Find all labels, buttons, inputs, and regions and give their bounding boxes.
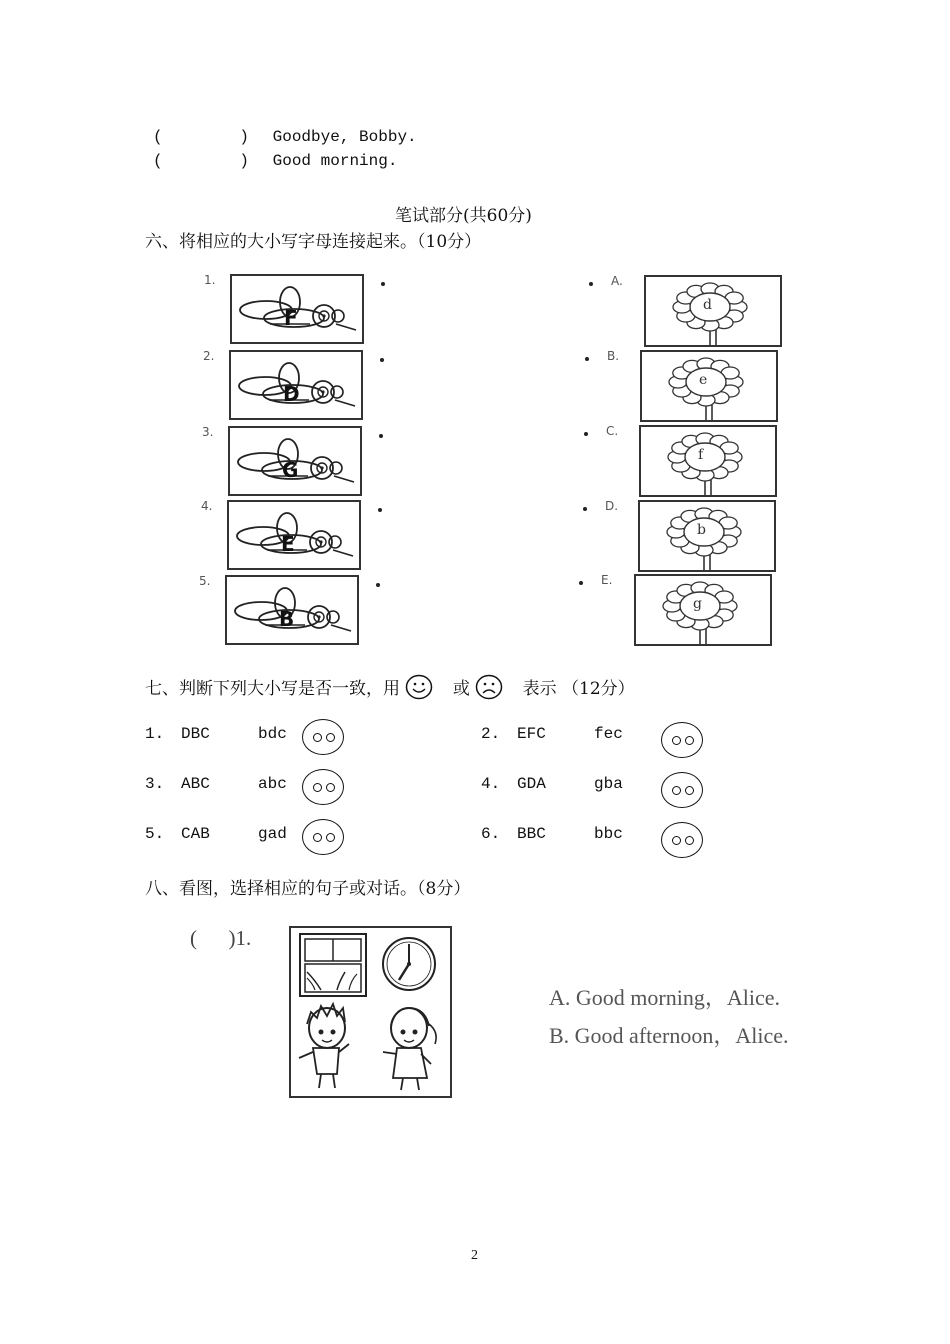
section-6-title: 六、将相应的大小写字母连接起来。（10分） <box>145 232 482 252</box>
connect-dot-right[interactable] <box>585 357 589 361</box>
bee-item-number: 2. <box>203 349 215 363</box>
written-section-heading: 笔试部分(共60分) <box>395 206 532 226</box>
window-clock-kids-illustration <box>291 928 450 1096</box>
answer-face-blank-icon[interactable] <box>661 772 703 808</box>
bee-item-number: 1. <box>204 273 216 287</box>
uppercase-letters: EFC <box>517 725 546 743</box>
bee-capital-letter: D <box>283 382 300 406</box>
uppercase-letters: DBC <box>181 725 210 743</box>
item-number: 1. <box>145 725 165 743</box>
flower-lowercase-letter: g <box>693 596 702 612</box>
flower-lowercase-letter: d <box>703 297 712 313</box>
lowercase-letters: abc <box>258 775 287 793</box>
listening-item-2 <box>153 152 397 170</box>
uppercase-letters: CAB <box>181 825 210 843</box>
flower-lowercase-letter: b <box>697 522 706 538</box>
option-a: A. Good morning，Alice. <box>549 985 780 1010</box>
bee-capital-letter: B <box>279 607 295 631</box>
title-part: 表示 （12分） <box>522 679 635 699</box>
flower-card <box>634 574 772 646</box>
answer-paren: ( ) <box>153 152 250 170</box>
bee-item-number: 5. <box>199 574 211 588</box>
lowercase-letters: fec <box>594 725 623 743</box>
connect-dot-left[interactable] <box>379 434 383 438</box>
page-number: 2 <box>471 1248 478 1263</box>
flower-lowercase-letter: f <box>698 447 704 463</box>
listening-item-1 <box>153 128 417 146</box>
flower-option-label: C. <box>606 424 619 438</box>
connect-dot-right[interactable] <box>583 507 587 511</box>
flower-lowercase-letter: e <box>699 372 708 388</box>
flower-card <box>638 500 776 572</box>
lowercase-letters: gba <box>594 775 623 793</box>
bee-card <box>225 575 359 645</box>
scene-picture <box>289 926 452 1098</box>
flower-icon <box>640 502 774 570</box>
lowercase-letters: gad <box>258 825 287 843</box>
uppercase-letters: GDA <box>517 775 546 793</box>
flower-card <box>639 425 777 497</box>
lowercase-letters: bdc <box>258 725 287 743</box>
bee-item-number: 4. <box>201 499 213 513</box>
flower-icon <box>641 427 775 495</box>
connect-dot-right[interactable] <box>584 432 588 436</box>
flower-card <box>640 350 778 422</box>
connect-dot-right[interactable] <box>579 581 583 585</box>
smile-face-icon <box>405 674 433 700</box>
title-part: 七、判断下列大小写是否一致，用 <box>145 679 400 699</box>
flower-option-label: A. <box>611 274 623 288</box>
bee-card <box>228 426 362 496</box>
uppercase-letters: ABC <box>181 775 210 793</box>
bee-capital-letter: E <box>281 532 295 556</box>
section-8-title: 八、看图，选择相应的句子或对话。（8分） <box>145 879 471 899</box>
bee-item-number: 3. <box>202 425 214 439</box>
flower-icon <box>642 352 776 420</box>
question-1-paren: ( )1. <box>190 926 252 950</box>
flower-icon <box>636 576 770 644</box>
bee-card <box>227 500 361 570</box>
lowercase-letters: bbc <box>594 825 623 843</box>
item-number: 4. <box>481 775 501 793</box>
answer-face-blank-icon[interactable] <box>302 819 344 855</box>
item-number: 2. <box>481 725 501 743</box>
section-7-title <box>145 674 635 700</box>
flower-icon <box>646 277 780 345</box>
answer-paren: ( ) <box>153 128 250 146</box>
title-part: 或 <box>452 679 470 699</box>
flower-card <box>644 275 782 347</box>
item-number: 3. <box>145 775 165 793</box>
sad-face-icon <box>475 674 503 700</box>
connect-dot-right[interactable] <box>589 282 593 286</box>
item-number: 6. <box>481 825 501 843</box>
bee-card <box>229 350 363 420</box>
connect-dot-left[interactable] <box>378 508 382 512</box>
bee-card <box>230 274 364 344</box>
answer-face-blank-icon[interactable] <box>302 719 344 755</box>
answer-face-blank-icon[interactable] <box>661 822 703 858</box>
sentence: Goodbye, Bobby. <box>272 128 417 146</box>
flower-option-label: E. <box>601 573 613 587</box>
connect-dot-left[interactable] <box>381 282 385 286</box>
connect-dot-left[interactable] <box>380 358 384 362</box>
uppercase-letters: BBC <box>517 825 546 843</box>
flower-option-label: D. <box>605 499 619 513</box>
answer-face-blank-icon[interactable] <box>302 769 344 805</box>
sentence: Good morning. <box>272 152 398 170</box>
answer-face-blank-icon[interactable] <box>661 722 703 758</box>
connect-dot-left[interactable] <box>376 583 380 587</box>
option-b: B. Good afternoon，Alice. <box>549 1023 789 1048</box>
bee-capital-letter: G <box>282 458 299 482</box>
bee-capital-letter: F <box>284 306 298 330</box>
flower-option-label: B. <box>607 349 620 363</box>
item-number: 5. <box>145 825 165 843</box>
